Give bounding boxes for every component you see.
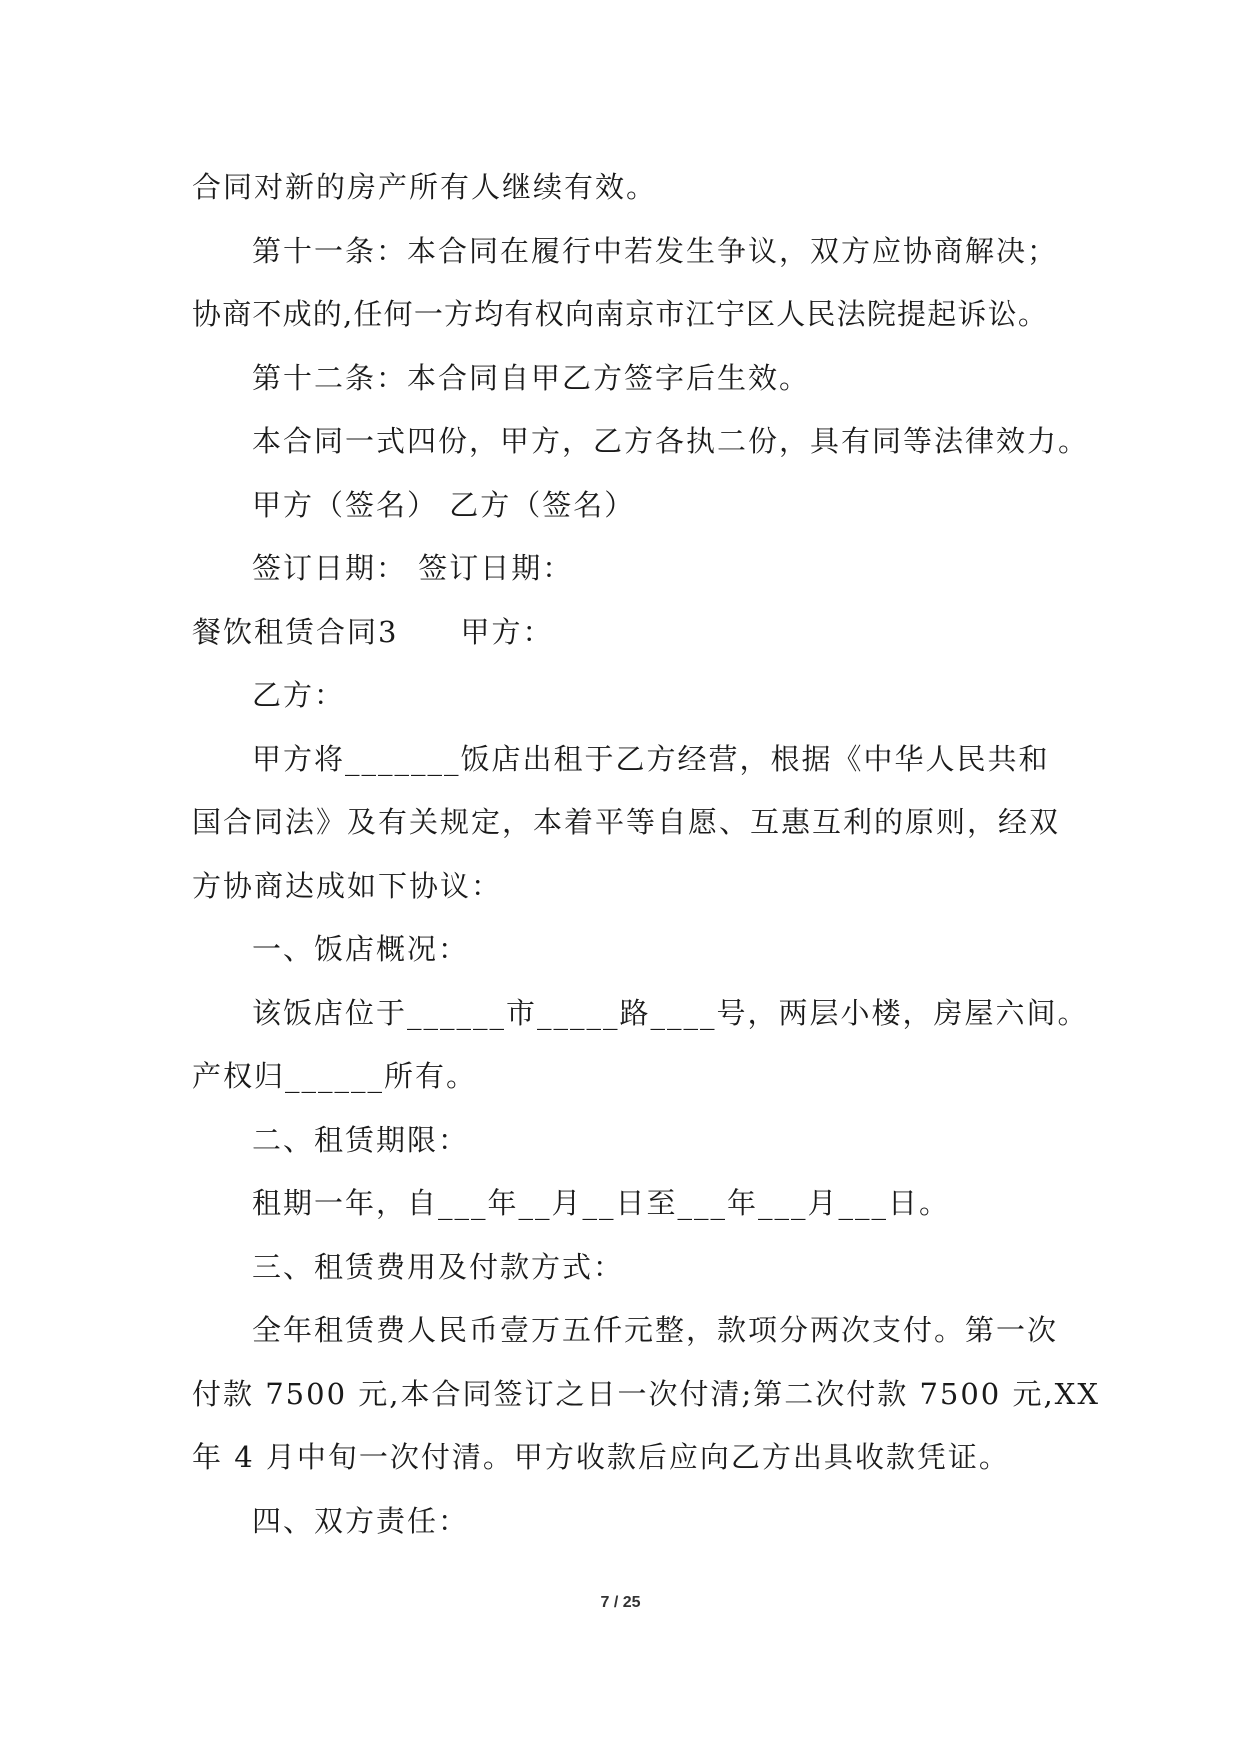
paragraph-line: 国合同法》及有关规定，本着平等自愿、互惠互利的原则，经双 [192, 805, 1061, 839]
paragraph-line: 年 4 月中旬一次付清。甲方收款后应向乙方出具收款凭证。 [192, 1440, 1010, 1474]
paragraph-line: 第十一条：本合同在履行中若发生争议，双方应协商解决； [252, 233, 1059, 268]
paragraph-line: 乙方： [252, 678, 346, 712]
section-title: 餐饮租赁合同3 甲方： [192, 614, 554, 649]
paragraph-line: 产权归______所有。 [192, 1059, 478, 1093]
paragraph-line: 协商不成的,任何一方均有权向南京市江宁区人民法院提起诉讼。 [192, 297, 1049, 331]
clause-heading: 四、双方责任： [252, 1503, 470, 1538]
paragraph-line: 租期一年，自___年__月__日至___年___月___日。 [252, 1186, 951, 1220]
paragraph-line: 合同对新的房产所有人继续有效。 [192, 170, 658, 204]
page-number: 7 / 25 [600, 1594, 641, 1611]
document-body [192, 156, 1100, 1553]
clause-heading: 一、饭店概况： [252, 932, 470, 966]
clause-heading: 二、租赁期限： [252, 1122, 470, 1157]
paragraph-line: 方协商达成如下协议： [192, 868, 503, 903]
paragraph-line: 付款 7500 元,本合同签订之日一次付清;第二次付款 7500 元,XX [192, 1376, 1100, 1411]
date-line: 签订日期： 签订日期： [252, 551, 574, 585]
signature-line: 甲方（签名） 乙方（签名） [252, 487, 636, 522]
paragraph-line: 第十二条：本合同自甲乙方签字后生效。 [252, 360, 811, 395]
paragraph-line: 该饭店位于______市_____路____号，两层小楼，房屋六间。 [252, 995, 1089, 1030]
clause-heading: 三、租赁费用及付款方式： [252, 1249, 625, 1284]
paragraph-line: 全年租赁费人民币壹万五仟元整，款项分两次支付。第一次 [252, 1313, 1059, 1347]
paragraph-line: 甲方将_______饭店出租于乙方经营，根据《中华人民共和 [252, 741, 1050, 776]
paragraph-line: 本合同一式四份，甲方，乙方各执二份，具有同等法律效力。 [252, 424, 1090, 458]
